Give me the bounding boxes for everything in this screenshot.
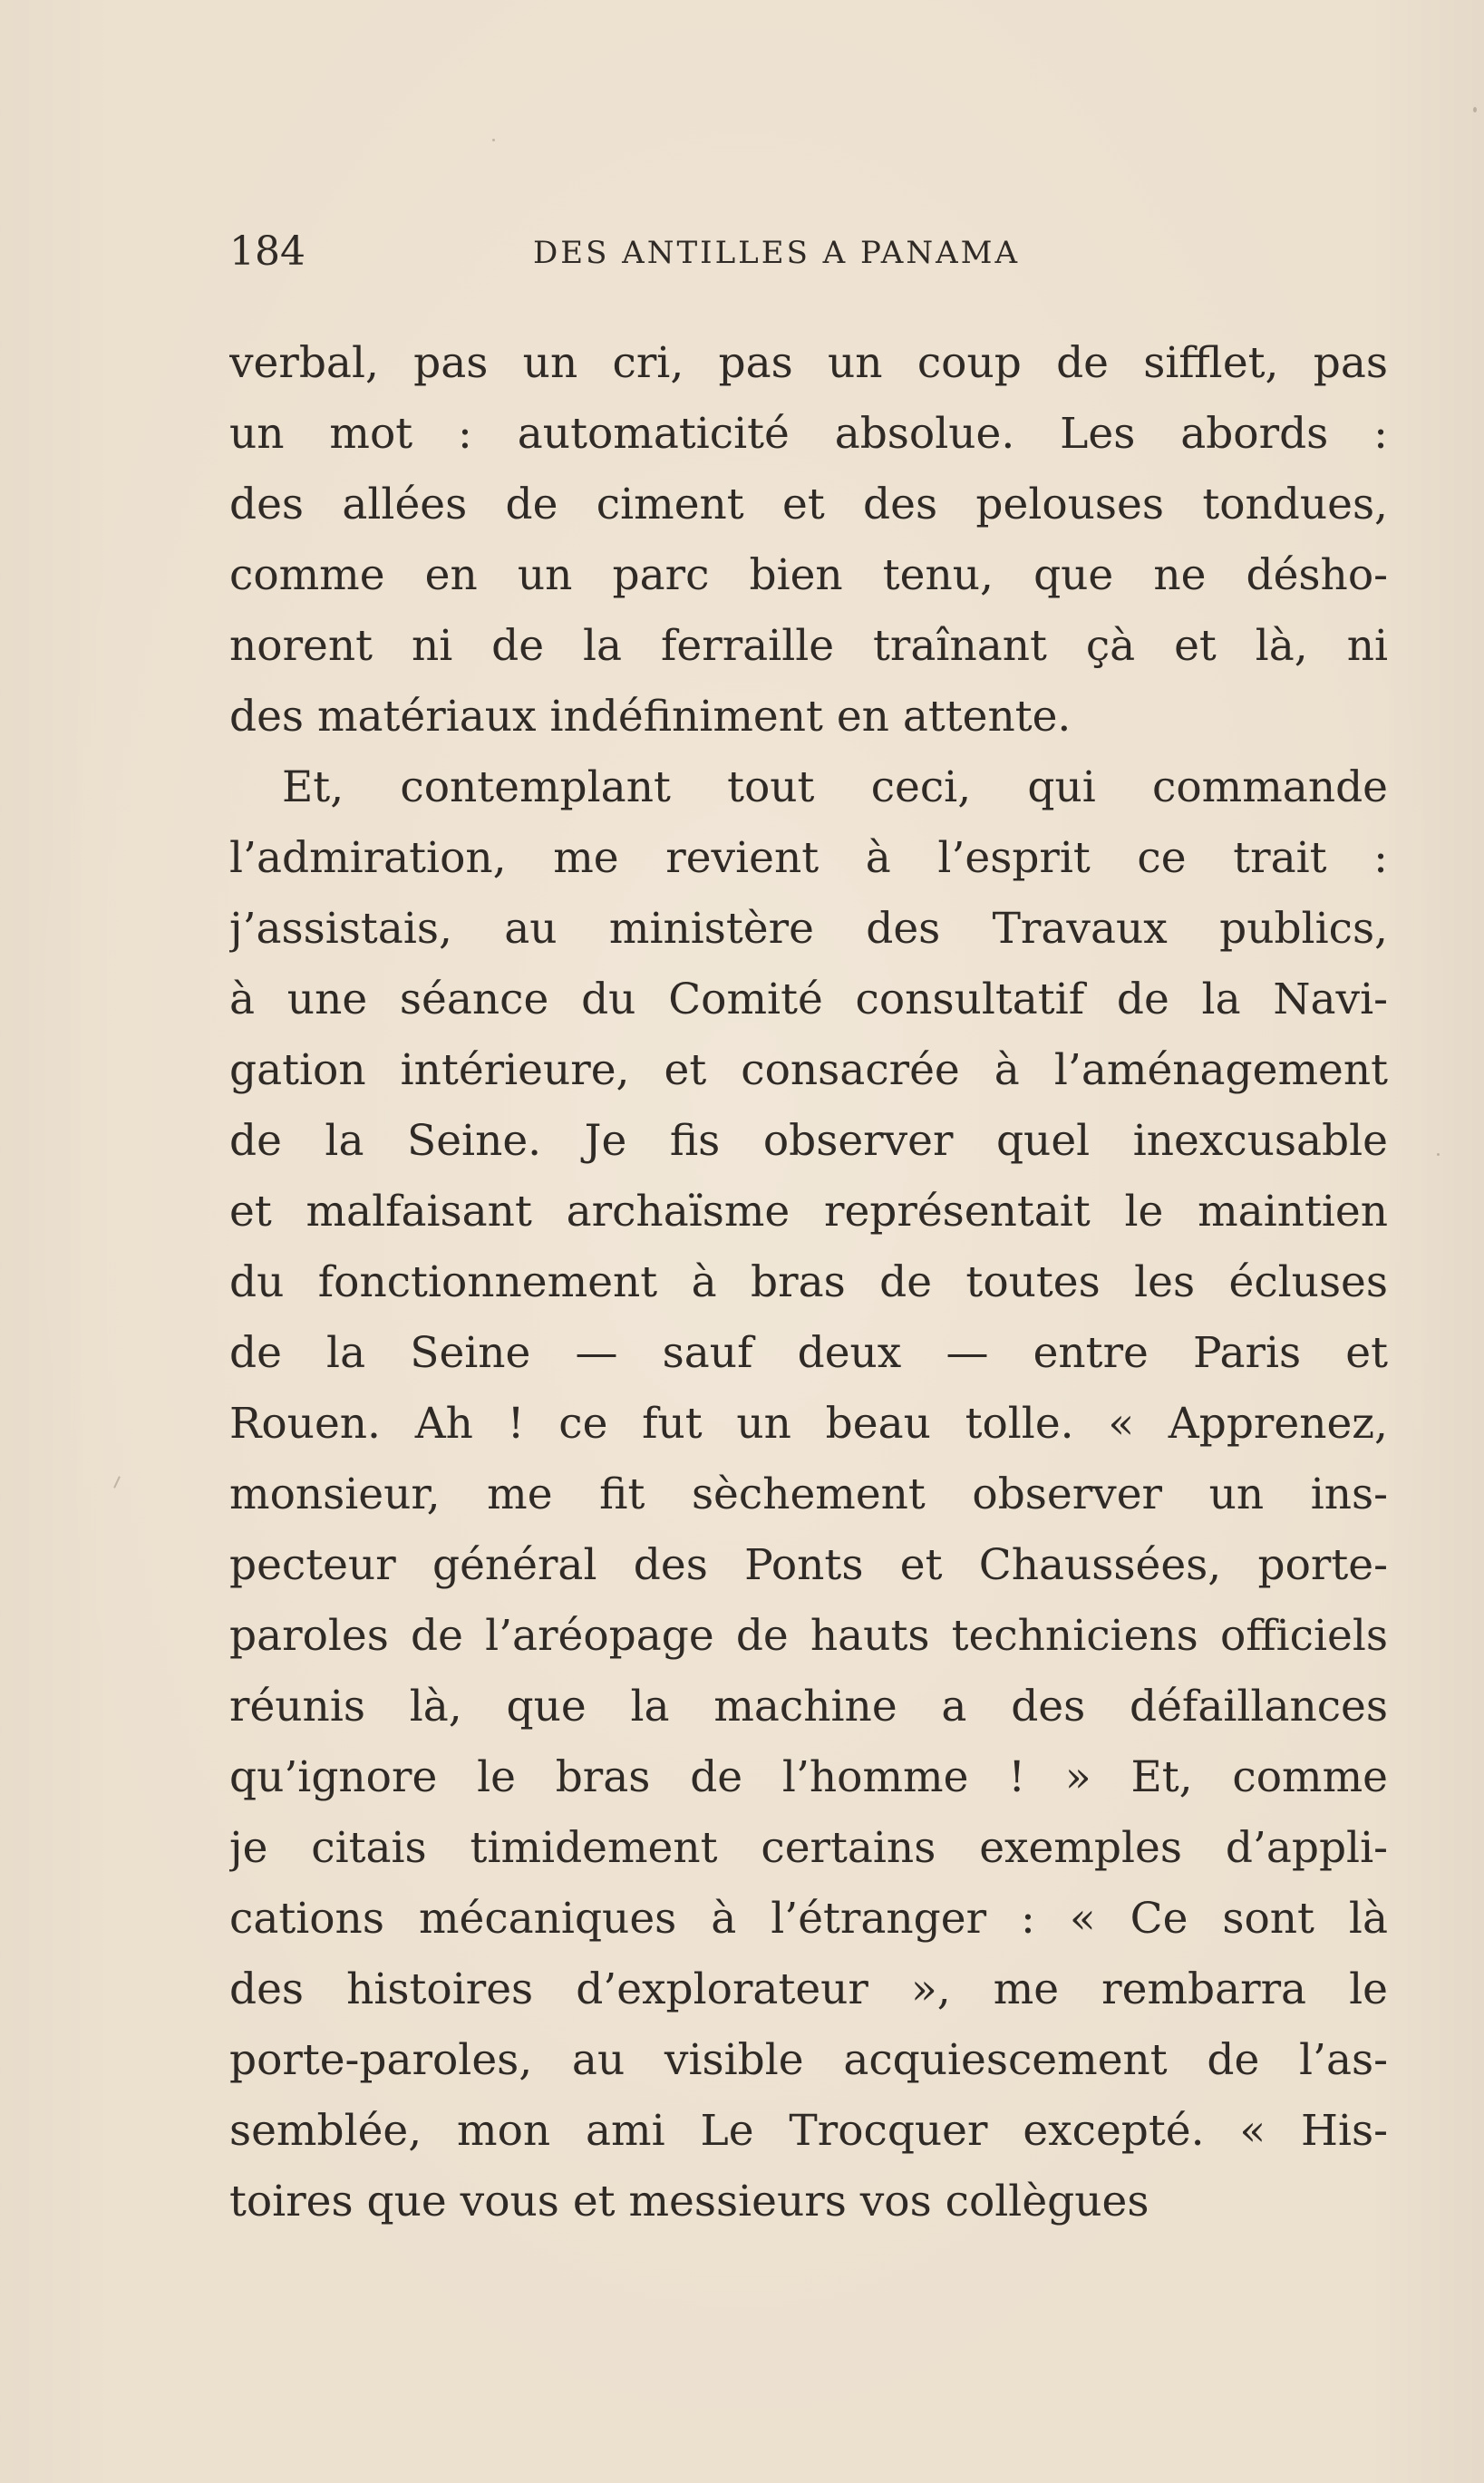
text-line: je citais timidement certains exemples d’appli- bbox=[229, 1823, 1388, 1873]
text-line: qu’ignore le bras de l’homme ! » Et, comme bbox=[229, 1752, 1388, 1802]
text-line: Et, contemplant tout ceci, qui commande bbox=[282, 762, 1388, 812]
text-line: verbal, pas un cri, pas un coup de sifflet, pas bbox=[229, 338, 1388, 388]
text-line: porte-paroles, au visible acquiescement de l’as- bbox=[229, 2035, 1388, 2085]
text-line: des allées de ciment et des pelouses tondues, bbox=[229, 480, 1388, 529]
text-line: de la Seine — sauf deux — entre Paris et bbox=[229, 1328, 1388, 1378]
page-header bbox=[229, 225, 1390, 279]
text-line: du fonctionnement à bras de toutes les écluses bbox=[229, 1257, 1388, 1307]
text-line: cations mécaniques à l’étranger : « Ce sont là bbox=[229, 1894, 1388, 1944]
body-text bbox=[229, 328, 1388, 2237]
text-line: monsieur, me fit sèchement observer un ins- bbox=[229, 1469, 1388, 1519]
text-line: de la Seine. Je fis observer quel inexcusable bbox=[229, 1116, 1388, 1166]
text-line: un mot : automaticité absolue. Les abords : bbox=[229, 409, 1388, 459]
text-line: des histoires d’explorateur », me rembarra le bbox=[229, 1964, 1388, 2014]
text-line: comme en un parc bien tenu, que ne désho- bbox=[229, 550, 1388, 600]
paper-speck bbox=[492, 139, 495, 141]
text-line: gation intérieure, et consacrée à l’aménagement bbox=[229, 1045, 1388, 1095]
text-line: et malfaisant archaïsme représentait le maintien bbox=[229, 1187, 1388, 1237]
page-number: 184 bbox=[229, 228, 306, 275]
text-line: toires que vous et messieurs vos collègues bbox=[229, 2177, 1149, 2226]
text-line: à une séance du Comité consultatif de la Navi- bbox=[229, 975, 1388, 1024]
text-line: semblée, mon ami Le Trocquer excepté. « His- bbox=[229, 2106, 1388, 2156]
text-line: Rouen. Ah ! ce fut un beau tolle. « Apprenez, bbox=[229, 1399, 1388, 1449]
text-line: paroles de l’aréopage de hauts techniciens officiels bbox=[229, 1611, 1388, 1661]
text-line: des matériaux indéfiniment en attente. bbox=[229, 692, 1072, 742]
paper-speck bbox=[113, 1476, 121, 1489]
paper-speck bbox=[1437, 1153, 1440, 1156]
text-line: j’assistais, au ministère des Travaux publics, bbox=[229, 904, 1388, 954]
running-title: DES ANTILLES A PANAMA bbox=[533, 235, 1021, 271]
text-line: réunis là, que la machine a des défaillances bbox=[229, 1682, 1388, 1731]
paper-speck bbox=[1473, 107, 1477, 112]
text-line: l’admiration, me revient à l’esprit ce trait : bbox=[229, 833, 1388, 883]
text-line: pecteur général des Ponts et Chaussées, porte- bbox=[229, 1540, 1388, 1590]
text-line: norent ni de la ferraille traînant çà et là, ni bbox=[229, 621, 1388, 671]
